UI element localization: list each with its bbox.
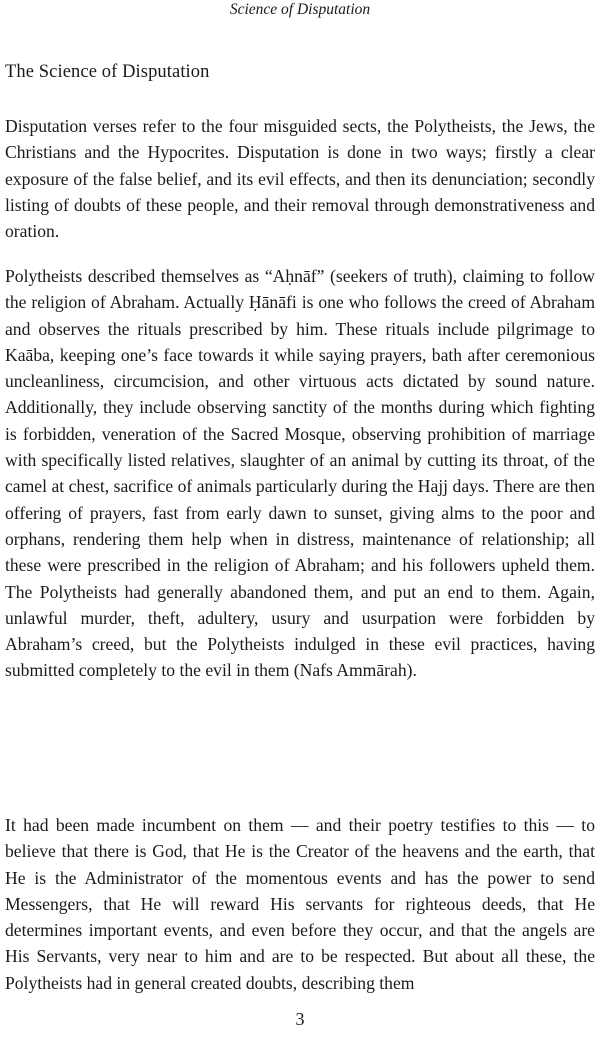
running-head: Science of Disputation: [229, 1, 371, 18]
page-number: 3: [295, 1009, 305, 1029]
section-title: The Science of Disputation: [5, 62, 210, 82]
paragraph-disputation-intro: Disputation verses refer to the four misguided sects, the Polytheists, the Jews, the Christians and the Hypocrites. Disputation is done in two ways; firstly a clear exposure of the false belief, and its evil effects, and then its denunciation; secondly listing of doubts of these people, and their removal through demonstrativeness and oration.: [5, 116, 595, 242]
paragraph-incumbent-beliefs: It had been made incumbent on them — and their poetry testifies to this — to believe that there is God, that He is the Creator of the heavens and the earth, that He is the Administrator of the momentous events and has the power to send Messengers, that He will reward His servants for righteous deeds, that He determines important events, and even before they occur, and that the angels are His Servants, very near to him and are to be respected. But about all these, the Polytheists had in general created doubts, describing them: [5, 815, 595, 993]
paragraph-polytheists-ahnaf: Polytheists described themselves as “Aḥnāf” (seekers of truth), claiming to follow the religion of Abraham. Actually Ḥānāfi is one who follows the creed of Abraham and observes the rituals prescribed by him. These rituals include pilgrimage to Kaāba, keeping one’s face towards it while saying prayers, bath after ceremonious uncleanliness, circumcision, and other virtuous acts dictated by sound nature. Additionally, they include observing sanctity of the months during which fighting is forbidden, veneration of the Sacred Mosque, observing prohibition of marriage with specifically listed relatives, slaughter of an animal by cutting its throat, of the camel at chest, sacrifice of animals particularly during the Hajj days. There are then offering of prayers, fast from early dawn to sunset, giving alms to the poor and orphans, rendering them help when in distress, maintenance of relationship; all these were prescribed in the religion of Abraham; and his followers upheld them. The Polytheists had generally abandoned them, and put an end to them. Again, unlawful murder, theft, adultery, usury and usurpation were forbidden by Abraham’s creed, but the Polytheists indulged in these evil practices, having submitted completely to the evil in them (Nafs Ammārah).: [5, 266, 595, 681]
